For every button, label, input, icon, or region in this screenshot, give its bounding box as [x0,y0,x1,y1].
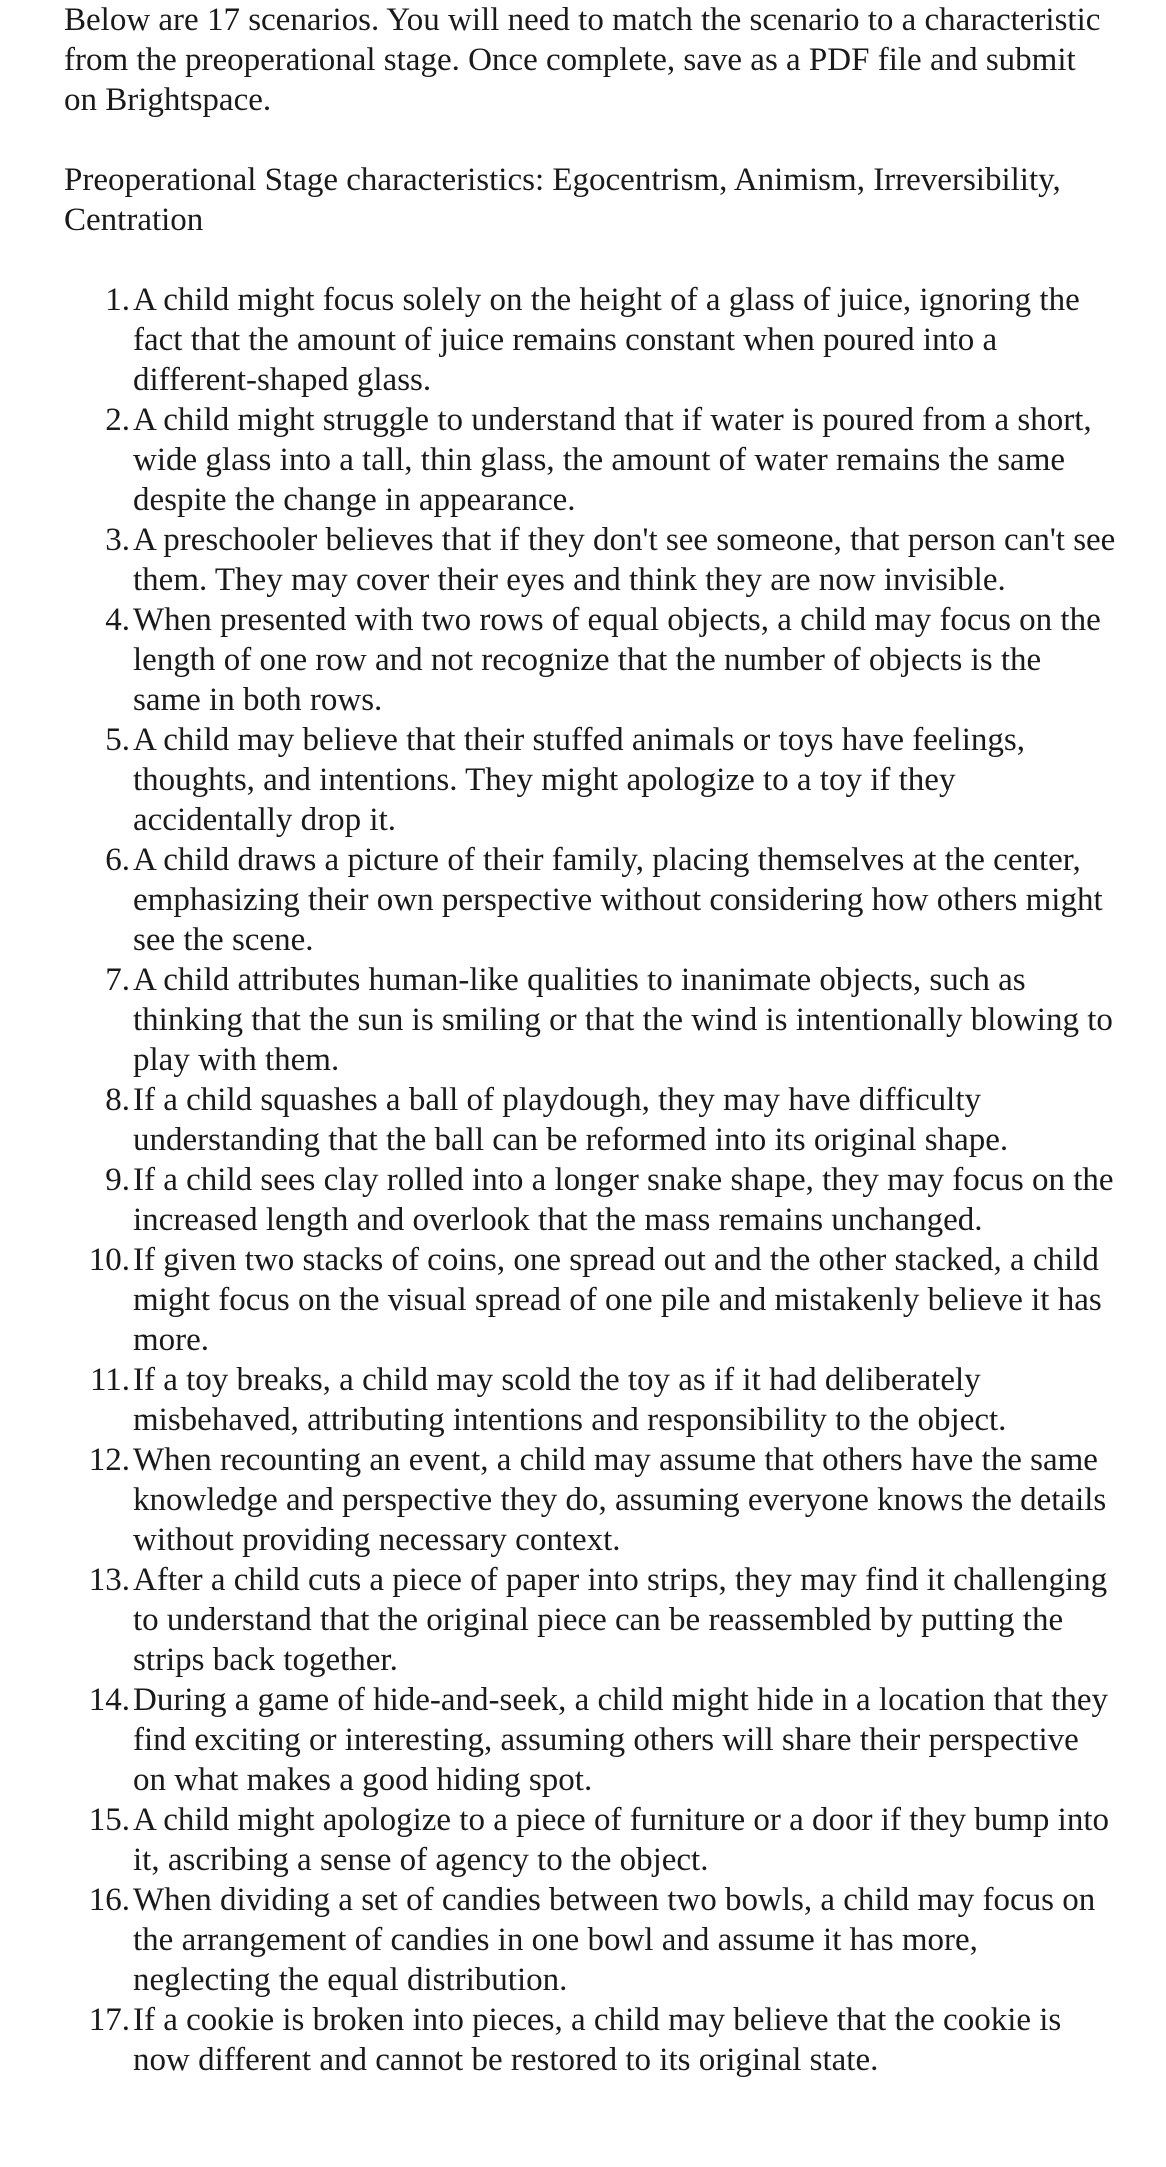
intro-paragraph: Below are 17 scenarios. You will need to match the scenario to a characteristic from the preoperational stage. Once complete, save as a PDF file and submit on Brightspace. [64,2,1101,118]
scenario-number: 7. [105,962,130,998]
scenario-number: 1. [105,282,130,318]
scenario-item [64,1080,1116,1160]
scenario-number: 14. [88,1682,130,1718]
scenario-text: If a cookie is broken into pieces, a child may believe that the cookie is now different and cannot be restored to its original state. [133,2002,1062,2078]
scenario-item [64,1880,1116,2000]
scenario-number: 16. [88,1882,130,1918]
scenario-item [64,1560,1116,1680]
scenario-item [64,1680,1116,1800]
scenario-number: 8. [105,1082,130,1118]
scenario-number: 6. [105,842,130,878]
scenario-item [64,1800,1116,1880]
scenario-text: A preschooler believes that if they don't see someone, that person can't see them. They may cover their eyes and think they are now invisible. [133,522,1116,598]
scenario-number: 10. [88,1242,130,1278]
scenario-text: A child may believe that their stuffed animals or toys have feelings, thoughts, and intentions. They might apologize to a toy if they accidentally drop it. [133,722,1025,838]
scenario-item [64,280,1116,400]
scenario-item [64,2000,1116,2080]
scenario-text: When recounting an event, a child may assume that others have the same knowledge and perspective they do, assuming everyone knows the details without providing necessary context. [133,1442,1107,1558]
scenario-text: A child might focus solely on the height of a glass of juice, ignoring the fact that the amount of juice remains constant when poured into a different-shaped glass. [133,282,1080,398]
scenario-text: When presented with two rows of equal objects, a child may focus on the length of one row and not recognize that the number of objects is the same in both rows. [133,602,1101,718]
characteristics-paragraph: Preoperational Stage characteristics: Egocentrism, Animism, Irreversibility, Centration [64,162,1061,238]
scenario-number: 15. [88,1802,130,1838]
scenario-text: During a game of hide-and-seek, a child might hide in a location that they find exciting or interesting, assuming others will share their perspective on what makes a good hiding spot. [133,1682,1109,1798]
scenario-text: A child might apologize to a piece of furniture or a door if they bump into it, ascribing a sense of agency to the object. [133,1802,1109,1878]
scenario-number: 12. [88,1442,130,1478]
scenario-number: 13. [88,1562,130,1598]
scenario-item [64,960,1116,1080]
scenario-number: 3. [105,522,130,558]
scenario-text: A child attributes human-like qualities to inanimate objects, such as thinking that the sun is smiling or that the wind is intentionally blowing to play with them. [133,962,1113,1078]
scenario-item [64,840,1116,960]
scenario-item [64,1440,1116,1560]
scenario-number: 11. [89,1362,130,1398]
scenario-text: When dividing a set of candies between two bowls, a child may focus on the arrangement of candies in one bowl and assume it has more, neglecting the equal distribution. [133,1882,1096,1998]
scenario-item [64,1240,1116,1360]
scenario-list [64,280,1116,2080]
scenario-item [64,400,1116,520]
scenario-item [64,1360,1116,1440]
scenario-text: If a toy breaks, a child may scold the toy as if it had deliberately misbehaved, attributing intentions and responsibility to the object. [133,1362,1007,1438]
scenario-text: After a child cuts a piece of paper into strips, they may find it challenging to understand that the original piece can be reassembled by putting the strips back together. [133,1562,1108,1678]
scenario-text: If a child sees clay rolled into a longer snake shape, they may focus on the increased length and overlook that the mass remains unchanged. [133,1162,1114,1238]
scenario-number: 5. [105,722,130,758]
scenario-item [64,720,1116,840]
scenario-number: 4. [105,602,130,638]
scenario-text: If given two stacks of coins, one spread out and the other stacked, a child might focus on the visual spread of one pile and mistakenly believe it has more. [133,1242,1102,1358]
scenario-number: 9. [105,1162,130,1198]
scenario-text: If a child squashes a ball of playdough, they may have difficulty understanding that the ball can be reformed into its original shape. [133,1082,1009,1158]
scenario-number: 2. [105,402,130,438]
scenario-text: A child draws a picture of their family, placing themselves at the center, emphasizing their own perspective without considering how others might see the scene. [133,842,1103,958]
scenario-item [64,1160,1116,1240]
scenario-item [64,600,1116,720]
scenario-item [64,520,1116,600]
scenario-text: A child might struggle to understand that if water is poured from a short, wide glass into a tall, thin glass, the amount of water remains the same despite the change in appearance. [133,402,1092,518]
scenario-number: 17. [88,2002,130,2038]
